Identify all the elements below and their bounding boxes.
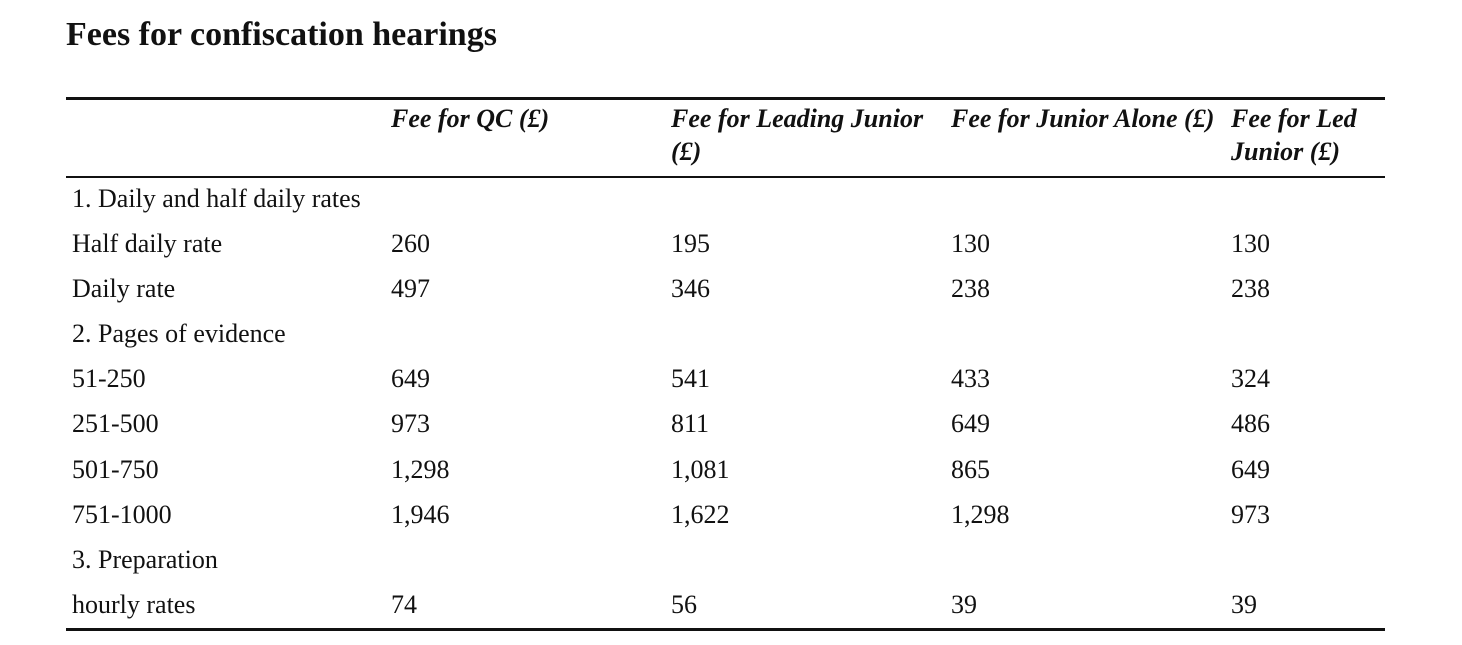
row-label: 51-250: [72, 364, 146, 394]
junior-alone-fee-value: 238: [951, 274, 990, 304]
fees-table-body: [0, 176, 1462, 627]
junior-alone-fee-value: 1,298: [951, 499, 1010, 529]
junior-alone-fee-value: 130: [951, 229, 990, 259]
qc-fee-value: 1,298: [391, 454, 450, 484]
table-row-751-1000: [0, 492, 1462, 537]
row-label: 2. Pages of evidence: [72, 319, 286, 349]
row-label: hourly rates: [72, 589, 196, 619]
led-junior-fee-value: 39: [1231, 589, 1257, 619]
leading-junior-fee-value: 195: [671, 229, 710, 259]
page-title: Fees for confiscation hearings: [66, 16, 497, 53]
led-junior-fee-value: 649: [1231, 454, 1270, 484]
table-row-half-daily-rate: [0, 221, 1462, 266]
section-row-pages-of-evidence: [0, 311, 1462, 356]
leading-junior-fee-value: 1,081: [671, 454, 730, 484]
leading-junior-fee-value: 346: [671, 274, 710, 304]
qc-fee-value: 649: [391, 364, 430, 394]
row-label: Half daily rate: [72, 229, 223, 259]
header-junior-alone-fee: Fee for Junior Alone (£): [951, 104, 1215, 133]
header-led-junior-fee: Fee for Led Junior (£): [1231, 104, 1357, 166]
led-junior-fee-value: 486: [1231, 409, 1270, 439]
led-junior-fee-value: 130: [1231, 229, 1270, 259]
leading-junior-fee-value: 56: [671, 589, 697, 619]
junior-alone-fee-value: 865: [951, 454, 990, 484]
table-row-hourly-rates: [0, 582, 1462, 627]
section-row-preparation: [0, 537, 1462, 582]
table-row-251-500: [0, 401, 1462, 446]
leading-junior-fee-value: 541: [671, 364, 710, 394]
qc-fee-value: 74: [391, 589, 417, 619]
leading-junior-fee-value: 1,622: [671, 499, 730, 529]
qc-fee-value: 497: [391, 274, 430, 304]
table-row-51-250: [0, 356, 1462, 401]
table-row-501-750: [0, 447, 1462, 492]
section-row-daily-rates: [0, 176, 1462, 221]
row-label: 1. Daily and half daily rates: [72, 184, 361, 213]
junior-alone-fee-value: 649: [951, 409, 990, 439]
table-top-rule: [66, 97, 1385, 100]
row-label: 251-500: [72, 409, 159, 439]
qc-fee-value: 1,946: [391, 499, 450, 529]
table-row-daily-rate: [0, 266, 1462, 311]
row-label: 501-750: [72, 454, 159, 484]
row-label: 3. Preparation: [72, 544, 218, 574]
qc-fee-value: 973: [391, 409, 430, 439]
qc-fee-value: 260: [391, 229, 430, 259]
led-junior-fee-value: 324: [1231, 364, 1270, 394]
table-bottom-rule: [66, 628, 1385, 631]
header-leading-junior-fee: Fee for Leading Junior (£): [671, 104, 924, 166]
led-junior-fee-value: 973: [1231, 499, 1270, 529]
led-junior-fee-value: 238: [1231, 274, 1270, 304]
row-label: 751-1000: [72, 499, 172, 529]
leading-junior-fee-value: 811: [671, 409, 710, 439]
row-label: Daily rate: [72, 274, 176, 304]
junior-alone-fee-value: 433: [951, 364, 990, 394]
header-qc-fee: Fee for QC (£): [391, 104, 550, 133]
junior-alone-fee-value: 39: [951, 589, 977, 619]
